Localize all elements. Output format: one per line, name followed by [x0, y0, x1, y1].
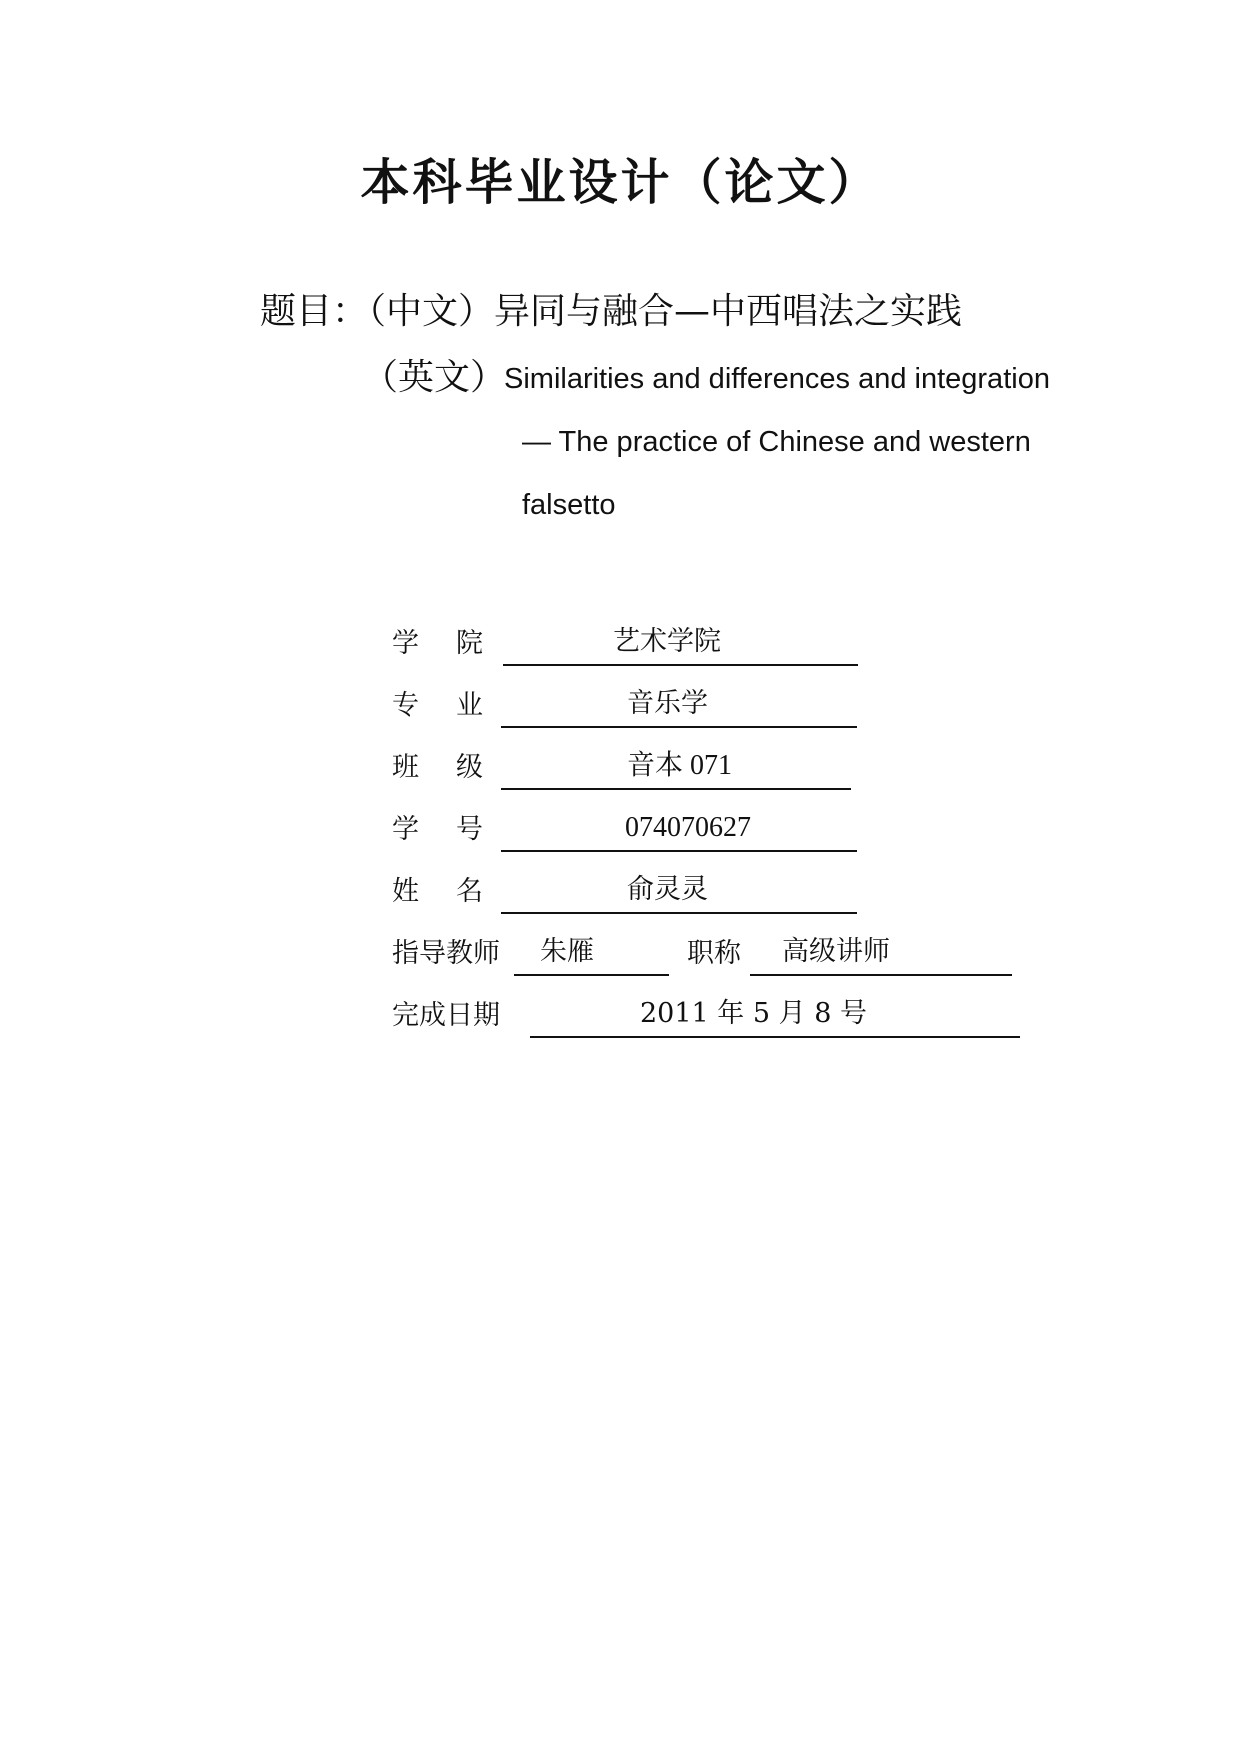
name-label-char-1: 姓 — [392, 876, 419, 907]
name-row — [392, 872, 872, 912]
advisor-title-value: 高级讲师 — [782, 936, 890, 967]
student-id-label-char-2: 号 — [456, 814, 483, 845]
english-title-line-3: falsetto — [522, 489, 616, 521]
class-label-char-1: 班 — [392, 752, 419, 783]
advisor-label: 指导教师 — [392, 938, 500, 969]
college-label-char-1: 学 — [392, 628, 419, 659]
class-field — [501, 748, 851, 790]
english-title-line-2: — The practice of Chinese and western — [522, 426, 1031, 458]
major-label-char-2: 业 — [456, 690, 483, 721]
student-id-value: 074070627 — [625, 812, 751, 843]
english-title-label: （英文） — [362, 357, 507, 398]
advisor-title-label: 职称 — [687, 938, 741, 969]
completion-date-field — [530, 996, 1020, 1038]
completion-date-value: 2011 年 5 月 8 号 — [640, 998, 867, 1029]
name-field — [501, 872, 857, 914]
college-label-char-2: 院 — [456, 628, 483, 659]
student-id-label-char-1: 学 — [392, 814, 419, 845]
major-value: 音乐学 — [627, 688, 708, 719]
chinese-title-label: 题目：（中文） — [260, 291, 495, 332]
advisor-value: 朱雁 — [540, 936, 594, 967]
major-field — [501, 686, 857, 728]
student-id-row — [392, 810, 872, 850]
college-row — [392, 624, 872, 664]
name-label-char-2: 名 — [456, 876, 483, 907]
student-id-field — [501, 810, 857, 852]
major-label-char-1: 专 — [392, 690, 419, 721]
advisor-title-field — [750, 934, 1012, 976]
completion-date-label: 完成日期 — [392, 1000, 500, 1031]
class-value: 音本 071 — [627, 750, 733, 781]
page-title: 本科毕业设计（论文） — [360, 153, 881, 211]
chinese-title: 异同与融合—中西唱法之实践 — [494, 291, 963, 332]
class-label-char-2: 级 — [456, 752, 483, 783]
advisor-row — [392, 934, 1022, 974]
chinese-title-line — [260, 288, 962, 336]
english-title-line-1: Similarities and differences and integration — [504, 363, 1050, 395]
completion-date-row — [392, 996, 1022, 1036]
name-value: 俞灵灵 — [627, 874, 708, 905]
advisor-field — [514, 934, 669, 976]
major-row — [392, 686, 872, 726]
class-row — [392, 748, 872, 788]
college-field — [503, 624, 858, 666]
college-value: 艺术学院 — [613, 626, 721, 657]
